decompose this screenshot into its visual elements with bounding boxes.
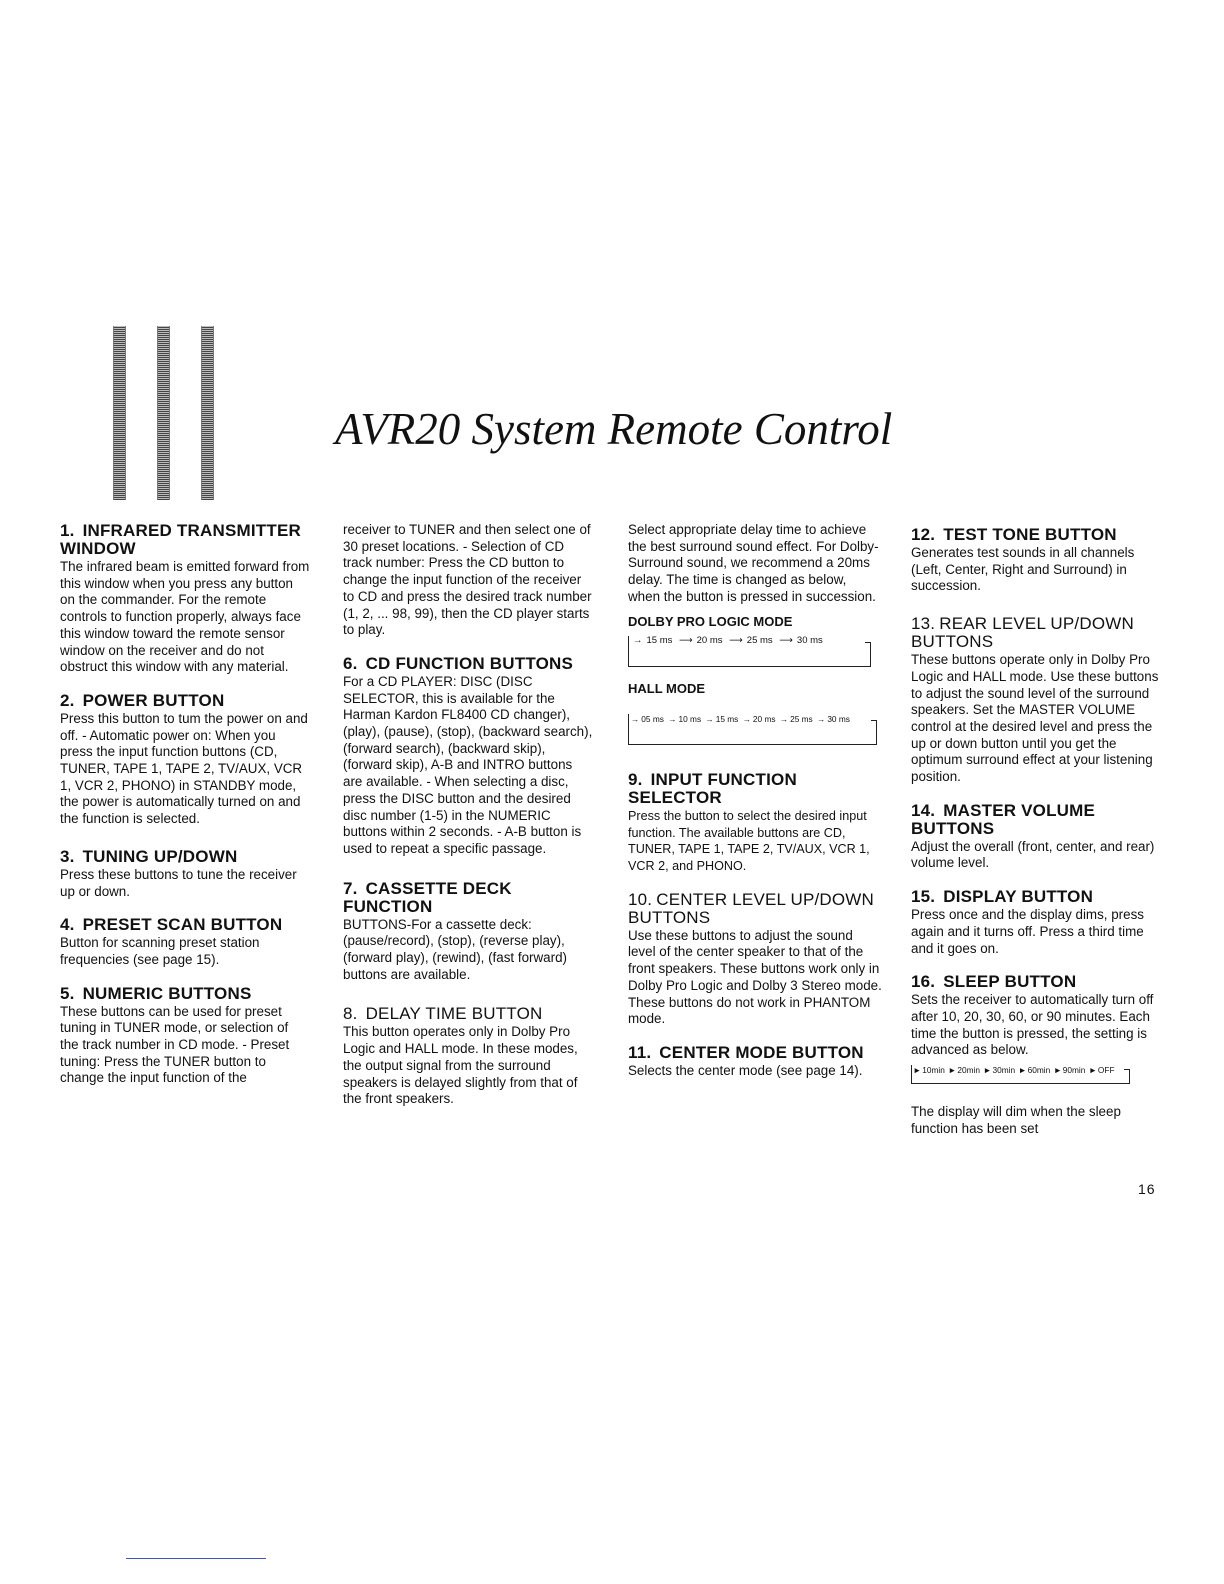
arrow-icon: ► bbox=[948, 1065, 957, 1076]
sequence-step: 90min bbox=[1062, 1065, 1086, 1076]
sequence-step: 20min bbox=[957, 1065, 980, 1076]
section-heading bbox=[60, 848, 310, 866]
section-heading bbox=[628, 771, 882, 807]
section-body: Adjust the overall (front, center, and rear) volume level. bbox=[911, 838, 1155, 871]
section-title: CENTER MODE BUTTON bbox=[659, 1042, 864, 1062]
arrow-icon: ⟶ bbox=[679, 635, 693, 647]
section-heading bbox=[60, 692, 310, 710]
section-heading bbox=[911, 802, 1163, 838]
section-body: These buttons operate only in Dolby Pro Logic and HALL mode. Use these buttons to adjust the sound level of the surround speakers. Set the MASTER VOLUME control at the desired level and press the up or down button until you get the optimum surround effect at your listening position. bbox=[911, 652, 1159, 785]
bar-graphic bbox=[113, 326, 126, 500]
section-number: 12. bbox=[911, 525, 936, 544]
sequence-steps bbox=[629, 713, 850, 725]
section-body: Use these buttons to adjust the sound level of the center speaker to that of the front speakers. These buttons work only in Dolby Pro Logic and Dolby 3 Stereo mode. These buttons do not work in PHANTOM mode. bbox=[628, 927, 882, 1027]
arrow-icon: → bbox=[742, 713, 751, 724]
section-heading bbox=[60, 522, 310, 558]
section-center-level bbox=[628, 891, 882, 1028]
section-number: 8. bbox=[343, 1004, 358, 1024]
sequence-step: 15 ms bbox=[646, 635, 673, 647]
section-body: Button for scanning preset station frequencies (see page 15). bbox=[60, 935, 260, 967]
sequence-step: 15 ms bbox=[715, 713, 739, 724]
section-display bbox=[911, 888, 1163, 957]
section-number: 11. bbox=[628, 1042, 652, 1062]
arrow-icon: ► bbox=[983, 1065, 992, 1076]
section-number: 15. bbox=[911, 887, 936, 907]
section-title: INPUT FUNCTION SELECTOR bbox=[628, 769, 797, 807]
section-body: This button operates only in Dolby Pro Logic and HALL mode. In these modes, the output signal from the surround speakers is delayed slightly from that of the front speakers. bbox=[343, 1024, 578, 1107]
section-heading bbox=[628, 1044, 882, 1062]
section-title: CENTER LEVEL UP/DOWN BUTTONS bbox=[628, 889, 875, 927]
section-heading bbox=[343, 1005, 595, 1023]
sequence-loop-line bbox=[870, 642, 871, 666]
section-input-function bbox=[628, 771, 882, 875]
section-body: BUTTONS-For a cassette deck: (pause/record), (stop), (reverse play), (forward play), (rewind), (fast forward) buttons are available. bbox=[343, 916, 567, 982]
dolby-mode-label: DOLBY PRO LOGIC MODE bbox=[628, 613, 793, 629]
section-body: Sets the receiver to automatically turn off after 10, 20, 30, 60, or 90 minutes. Each time the button is pressed, the setting is advanced as below. bbox=[911, 992, 1154, 1058]
section-title: CASSETTE DECK FUNCTION bbox=[343, 878, 512, 916]
sequence-loop-line bbox=[876, 720, 877, 744]
section-delay-time bbox=[343, 1005, 595, 1108]
section-title: NUMERIC BUTTONS bbox=[82, 983, 252, 1003]
section-heading bbox=[911, 973, 1163, 991]
dolby-delay-sequence bbox=[628, 636, 871, 667]
sequence-step: 05 ms bbox=[641, 713, 664, 724]
sequence-step: 25 ms bbox=[790, 713, 813, 724]
divider-line bbox=[126, 1558, 266, 1559]
section-number: 16. bbox=[911, 972, 936, 992]
sequence-step: OFF bbox=[1097, 1065, 1115, 1076]
arrow-icon: ⟶ bbox=[729, 635, 743, 647]
arrow-icon: → bbox=[705, 713, 714, 724]
arrow-icon: → bbox=[668, 713, 677, 724]
sequence-step: 25 ms bbox=[746, 635, 773, 647]
section-cd-function bbox=[343, 655, 595, 858]
section-body: For a CD PLAYER: DISC (DISC SELECTOR, this is available for the Harman Kardon FL8400 CD changer), (play), (pause), (stop), (backward search), (forward search), (backward skip), (forward skip), A-B and INTRO buttons are available. - When selecting a disc, press the DISC button and the desired disc number (1-5) in the NUMERIC buttons within 2 seconds. - A-B button is used to repeat a specific passage. bbox=[343, 673, 593, 856]
section-body: Select appropriate delay time to achieve the best surround sound effect. For Dolby-Surround sound, we recommend a 20ms delay. The time is changed as below, when the button is pressed in succession. bbox=[628, 522, 879, 604]
sequence-step: 30min bbox=[992, 1065, 1016, 1076]
section-center-mode bbox=[628, 1044, 882, 1080]
section-heading bbox=[343, 880, 595, 916]
section-power bbox=[60, 692, 310, 828]
section-title: POWER BUTTON bbox=[82, 690, 225, 710]
section-heading bbox=[911, 615, 1163, 651]
section-heading bbox=[911, 526, 1163, 544]
section-rear-level bbox=[911, 615, 1163, 786]
section-infrared bbox=[60, 522, 310, 676]
hall-mode-label: HALL MODE bbox=[628, 681, 706, 697]
sequence-step: 10 ms bbox=[678, 713, 702, 724]
section-cassette bbox=[343, 880, 595, 984]
arrow-icon: ► bbox=[1088, 1065, 1097, 1076]
sleep-note: The display will dim when the sleep function has been set bbox=[911, 1104, 1121, 1136]
column-1 bbox=[60, 522, 310, 1103]
sequence-step: 30 ms bbox=[796, 635, 823, 647]
section-number: 13. bbox=[911, 614, 936, 634]
section-master-volume bbox=[911, 802, 1163, 872]
section-number: 1. bbox=[60, 521, 75, 540]
page-title: AVR20 System Remote Control bbox=[335, 404, 893, 454]
section-body: Press these buttons to tune the receiver up or down. bbox=[60, 866, 297, 899]
section-tuning bbox=[60, 848, 310, 900]
section-title: MASTER VOLUME BUTTONS bbox=[911, 800, 1096, 838]
sequence-step: 10min bbox=[922, 1065, 945, 1076]
section-heading bbox=[60, 916, 310, 934]
section-body: receiver to TUNER and then select one of 30 preset locations. - Selection of CD track number: Press the CD button to change the input function of the receiver to CD and press the desired track number (1, 2, ... 98, 99), then the CD player starts to play. bbox=[343, 522, 592, 638]
section-title: CD FUNCTION BUTTONS bbox=[365, 653, 574, 673]
section-title: DISPLAY BUTTON bbox=[943, 887, 1094, 907]
section-number: 9. bbox=[628, 769, 643, 789]
section-sleep bbox=[911, 973, 1163, 1059]
sequence-loop-line bbox=[1129, 1069, 1130, 1083]
section-body: The infrared beam is emitted forward from this window when you press any button on the commander. For the remote controls to function properly, always face this window toward the remote sensor window on the receiver and do not obstruct this window with any material. bbox=[60, 559, 310, 675]
section-body: These buttons can be used for preset tuning in TUNER mode, or selection of the track number in CD mode. - Preset tuning: Press the TUNER button to change the input function of the bbox=[60, 1003, 290, 1086]
arrow-icon: ⟶ bbox=[779, 635, 793, 647]
section-heading bbox=[911, 888, 1163, 906]
section-number: 4. bbox=[60, 915, 75, 935]
bar-graphic bbox=[157, 326, 170, 500]
section-title: DELAY TIME BUTTON bbox=[365, 1004, 543, 1024]
arrow-icon: ► bbox=[1018, 1065, 1027, 1076]
section-title: TUNING UP/DOWN bbox=[82, 846, 238, 866]
section-title: INFRARED TRANSMITTER WINDOW bbox=[60, 521, 301, 558]
arrow-icon: ► bbox=[913, 1065, 922, 1076]
sequence-step: 60min bbox=[1027, 1065, 1051, 1076]
section-numeric bbox=[60, 985, 310, 1088]
section-number: 6. bbox=[343, 653, 358, 673]
section-title: SLEEP BUTTON bbox=[943, 972, 1077, 992]
section-body: Generates test sounds in all channels (Left, Center, Right and Surround) in succession. bbox=[911, 545, 1135, 594]
sequence-steps bbox=[629, 635, 823, 647]
section-number: 7. bbox=[343, 878, 358, 898]
section-title: PRESET SCAN BUTTON bbox=[82, 915, 283, 935]
section-body: Selects the center mode (see page 14). bbox=[628, 1062, 863, 1078]
section-heading bbox=[343, 655, 595, 673]
column-3 bbox=[628, 522, 882, 1096]
section-body: Press the button to select the desired input function. The available buttons are CD, TUNER, TAPE 1, TAPE 2, TV/AUX, VCR 1, VCR 2, and PHONO. bbox=[628, 808, 870, 874]
hall-delay-sequence bbox=[628, 714, 877, 745]
arrow-icon: → bbox=[631, 713, 640, 724]
section-preset-scan bbox=[60, 916, 310, 968]
section-title: REAR LEVEL UP/DOWN BUTTONS bbox=[911, 614, 1134, 652]
column-4 bbox=[911, 526, 1163, 1137]
section-test-tone bbox=[911, 526, 1163, 595]
section-number: 10. bbox=[628, 889, 653, 909]
sequence-step: 30 ms bbox=[827, 713, 850, 724]
bar-graphic bbox=[201, 326, 214, 500]
section-number: 5. bbox=[60, 983, 75, 1003]
arrow-icon: ► bbox=[1053, 1065, 1062, 1076]
section-number: 14. bbox=[911, 800, 936, 820]
arrow-icon: → bbox=[779, 713, 789, 724]
page-number: 16 bbox=[1138, 1181, 1156, 1197]
sequence-step: 20 ms bbox=[696, 635, 723, 647]
sleep-sequence bbox=[911, 1065, 1130, 1084]
section-body: Press once and the display dims, press again and it turns off. Press a third time and it goes on. bbox=[911, 907, 1144, 956]
arrow-icon: → bbox=[817, 713, 826, 724]
section-continued bbox=[628, 522, 882, 606]
sequence-step: 20 ms bbox=[752, 713, 776, 724]
section-heading bbox=[628, 891, 882, 927]
section-continued bbox=[343, 522, 595, 639]
section-title: TEST TONE BUTTON bbox=[943, 525, 1117, 544]
arrow-icon: → bbox=[633, 635, 643, 647]
section-body: Press this button to tum the power on and off. - Automatic power on: When you press the input function buttons (CD, TUNER, TAPE 1, TAPE 2, TV/AUX, VCR 1, VCR 2, PHONO) in STANDBY mode, the power is automatically turned on and the function is selected. bbox=[60, 710, 308, 827]
section-number: 2. bbox=[60, 690, 75, 710]
section-heading bbox=[60, 985, 310, 1003]
section-number: 3. bbox=[60, 846, 75, 866]
column-2 bbox=[343, 522, 595, 1124]
sequence-steps bbox=[912, 1064, 1115, 1076]
